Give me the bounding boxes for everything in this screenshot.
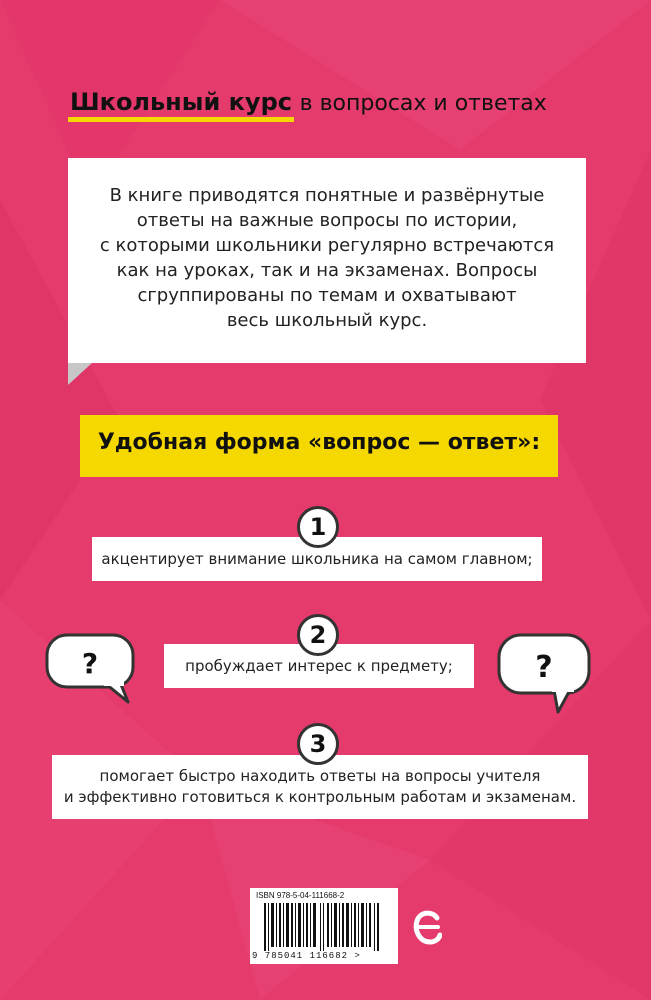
feature-banner: [80, 415, 558, 477]
point-3-number: 3: [297, 723, 339, 765]
series-title-rest: в вопросах и ответах: [299, 91, 547, 116]
barcode-icon: [264, 903, 382, 951]
publisher-logo-icon: [412, 908, 442, 946]
point-1-text: акцентирует внимание школьника на самом главном;: [101, 550, 533, 568]
feature-banner-text: Удобная форма «вопрос — ответ»:: [97, 430, 541, 455]
description-line: как на уроках, так и на экзаменах. Вопросы: [116, 260, 538, 281]
description-card: [68, 158, 586, 363]
point-2-number: 2: [297, 614, 339, 656]
point-3-text-line-1: помогает быстро находить ответы на вопросы учителя: [99, 767, 541, 785]
description-line: с которыми школьники регулярно встречаются: [99, 235, 555, 256]
page-fold-corner: [68, 363, 92, 385]
point-3-text-line-2: и эффективно готовиться к контрольным работам и экзаменам.: [63, 788, 577, 806]
question-bubble-left-icon: [44, 632, 140, 706]
point-2-text: пробуждает интерес к предмету;: [185, 657, 453, 675]
description-line: В книге приводятся понятные и развёрнутые: [109, 185, 545, 206]
series-title: [70, 88, 590, 128]
point-1-number: 1: [297, 506, 339, 548]
series-title-bold: Школьный курс: [70, 88, 292, 116]
isbn-label: ISBN 978-5-04-111668-2: [256, 891, 345, 900]
description-line: ответы на важные вопросы по истории,: [136, 210, 518, 231]
question-bubble-right-icon: [494, 632, 594, 716]
isbn-digits: 9 785041 116682 >: [252, 951, 361, 961]
description-line: сгруппированы по темам и охватывают: [137, 285, 517, 306]
question-mark-left: ?: [81, 647, 99, 680]
isbn-barcode-box: [250, 888, 398, 964]
question-mark-right: ?: [535, 650, 553, 685]
description-text: [68, 183, 586, 333]
description-line: весь школьный курс.: [226, 310, 428, 331]
